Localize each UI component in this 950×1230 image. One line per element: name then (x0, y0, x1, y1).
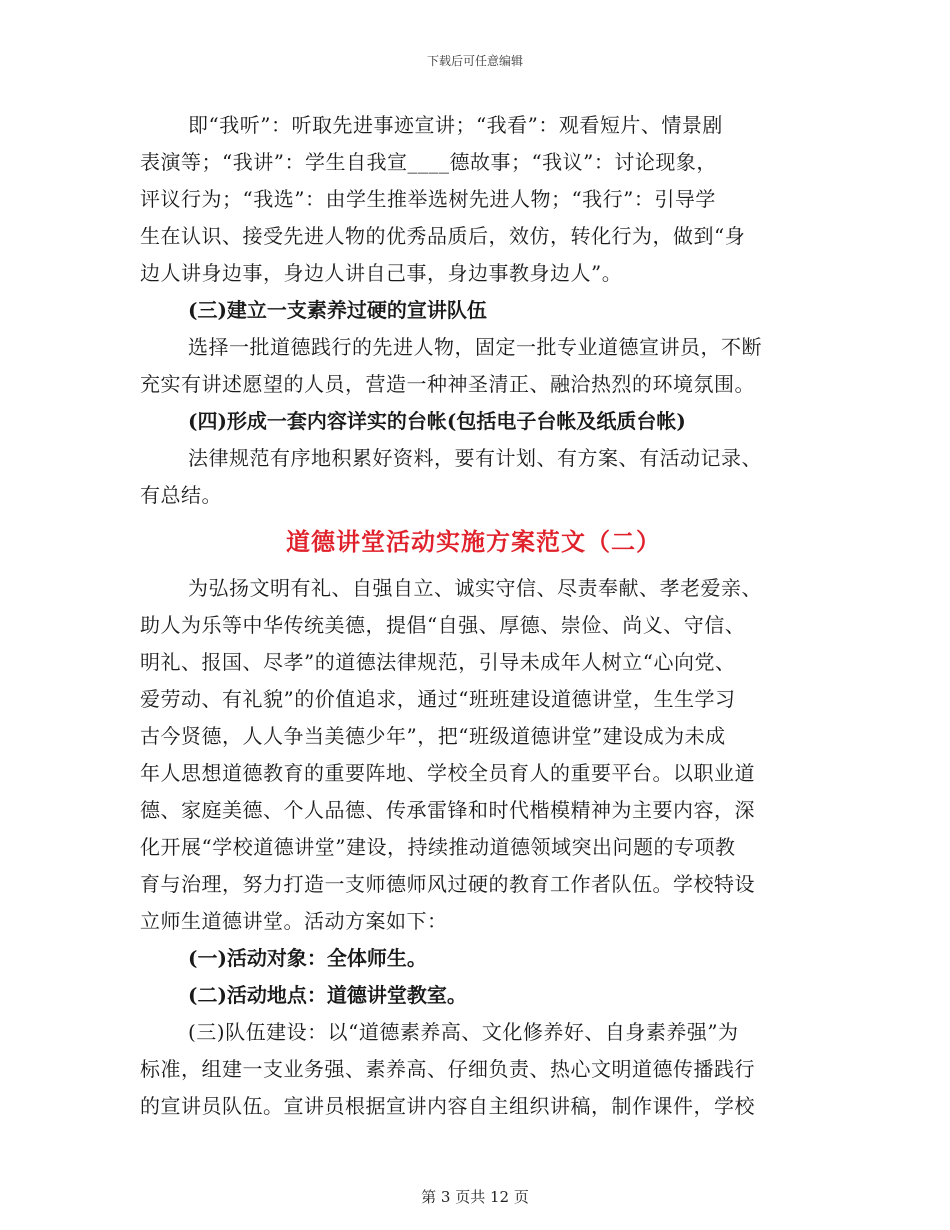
paragraph-line: 为弘扬文明有礼、自强自立、诚实守信、尽责奉献、孝老爱亲、 (188, 576, 762, 600)
paragraph-line: 评议行为；“我选”：由学生推举选树先进人物；“我行”：引导学 (140, 187, 716, 211)
paragraph-line: (三)队伍建设：以“道德素养高、文化修养好、自身素养强”为 (188, 1020, 739, 1044)
paragraph-line: 育与治理，努力打造一支师德师风过硬的教育工作者队伍。学校特设 (140, 872, 755, 896)
list-item: (一)活动对象：全体师生。 (188, 946, 427, 970)
paragraph-line: 边人讲身边事，身边人讲自己事，身边事教身边人”。 (140, 261, 623, 285)
paragraph-line: 爱劳动、有礼貌”的价值追求，通过“班班建设道德讲堂，生生学习 (140, 687, 736, 711)
paragraph-line: 生在认识、接受先进人物的优秀品质后，效仿，转化行为，做到“身 (140, 224, 746, 248)
paragraph-line: 充实有讲述愿望的人员，营造一种神圣清正、融洽热烈的环境氛围。 (140, 372, 755, 396)
paragraph-line: 表演等；“我讲”：学生自我宣____德故事；“我议”：讨论现象， (140, 150, 717, 174)
document-title: 道德讲堂活动实施方案范文（二） (286, 527, 661, 556)
section-heading: (四)形成一套内容详实的台帐(包括电子台帐及纸质台帐) (188, 409, 686, 433)
paragraph-line: 的宣讲员队伍。宣讲员根据宣讲内容自主组织讲稿，制作课件，学校 (140, 1094, 755, 1118)
paragraph-line: 即“我听”：听取先进事迹宣讲；“我看”：观看短片、情景剧 (188, 113, 723, 137)
paragraph-line: 古今贤德，人人争当美德少年”，把“班级道德讲堂”建设成为未成 (140, 724, 726, 748)
paragraph-line: 法律规范有序地积累好资料，要有计划、有方案、有活动记录、 (188, 446, 762, 470)
paragraph-line: 明礼、报国、尽孝”的道德法律规范，引导未成年人树立“心向党、 (140, 650, 736, 674)
page-header: 下载后可任意编辑 (426, 54, 523, 68)
paragraph-line: 标准，组建一支业务强、素养高、仔细负责、热心文明道德传播践行 (140, 1057, 755, 1081)
section-heading: (三)建立一支素养过硬的宣讲队伍 (188, 298, 487, 322)
paragraph-line: 化开展“学校道德讲堂”建设，持续推动道德领域突出问题的专项教 (140, 835, 736, 859)
paragraph-line: 德、家庭美德、个人品德、传承雷锋和时代楷模精神为主要内容，深 (140, 798, 755, 822)
page-footer: 第 3 页共 12 页 (421, 1188, 529, 1206)
paragraph-line: 年人思想道德教育的重要阵地、学校全员育人的重要平台。以职业道 (140, 761, 755, 785)
paragraph-line: 立师生道德讲堂。活动方案如下： (140, 909, 448, 933)
paragraph-line: 选择一批道德践行的先进人物，固定一批专业道德宣讲员，不断 (188, 335, 762, 359)
paragraph-line: 有总结。 (140, 483, 222, 507)
list-item: (二)活动地点：道德讲堂教室。 (188, 983, 467, 1007)
document-body (140, 107, 807, 1125)
paragraph-line: 助人为乐等中华传统美德，提倡“自强、厚德、崇俭、尚义、守信、 (140, 613, 746, 637)
